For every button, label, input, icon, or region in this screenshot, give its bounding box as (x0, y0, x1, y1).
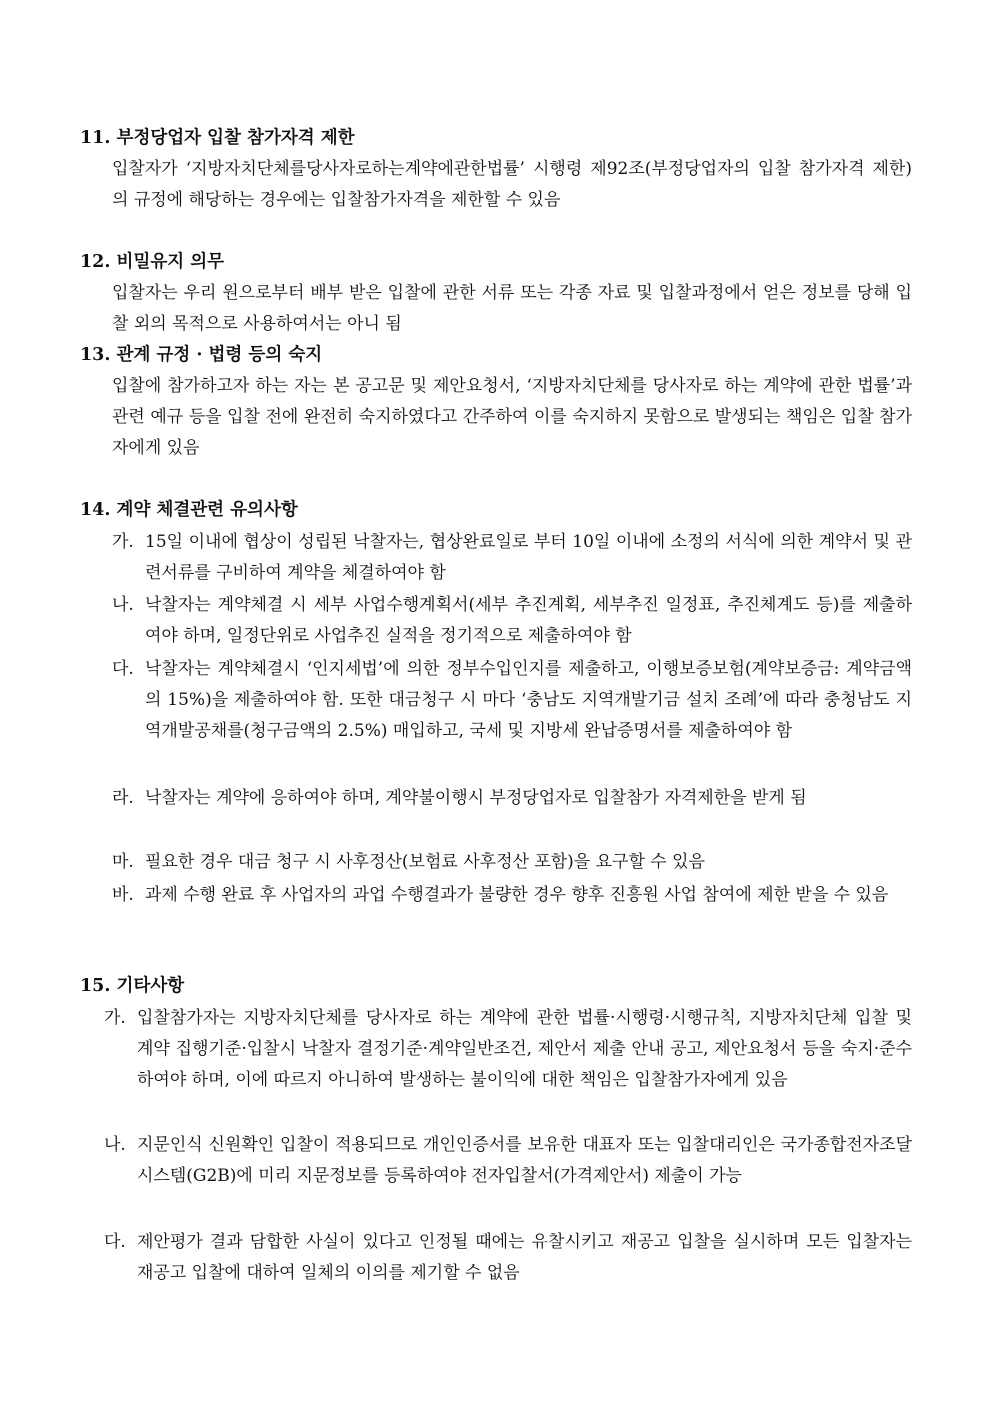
section-15-item-ga (104, 1003, 912, 1096)
section-15-title: 15. 기타사항 (80, 976, 185, 996)
item-marker: 다. (112, 659, 134, 679)
item-text: 15일 이내에 협상이 성립된 낙찰자는, 협상완료일로 부터 10일 이내에 소정의 서식에 의한 계약서 및 관련서류를 구비하여 계약을 체결하여야 함 (145, 532, 912, 583)
section-14-item-ma (112, 847, 912, 878)
item-text: 지문인식 신원확인 입찰이 적용되므로 개인인증서를 보유한 대표자 또는 입찰대리인은 국가종합전자조달시스템(G2B)에 미리 지문정보를 등록하여야 전자입찰서(가격제안서) 제출이 가능 (137, 1135, 912, 1186)
item-text: 낙찰자는 계약에 응하여야 하며, 계약불이행시 부정당업자로 입찰참가 자격제한을 받게 됨 (145, 788, 807, 808)
section-14-item-ra (112, 783, 912, 814)
item-marker: 나. (104, 1135, 126, 1155)
section-13-title: 13. 관계 규정 · 법령 등의 숙지 (80, 345, 323, 365)
item-marker: 가. (104, 1008, 126, 1028)
item-marker: 바. (112, 885, 134, 905)
item-marker: 라. (112, 788, 134, 808)
item-text: 제안평가 결과 담합한 사실이 있다고 인정될 때에는 유찰시키고 재공고 입찰을 실시하며 모든 입찰자는 재공고 입찰에 대하여 일체의 이의를 제기할 수 없음 (137, 1232, 912, 1283)
section-12-body: 입찰자는 우리 원으로부터 배부 받은 입찰에 관한 서류 또는 각종 자료 및 입찰과정에서 얻은 정보를 당해 입찰 외의 목적으로 사용하여서는 아니 됨 (112, 283, 912, 334)
section-13-body: 입찰에 참가하고자 하는 자는 본 공고문 및 제안요청서, ‘지방자치단체를 당사자로 하는 계약에 관한 법률’과 관련 예규 등을 입찰 전에 완전히 숙지하였다고 간주하여 이를 숙지하지 못함으로 발생되는 책임은 입찰 참가자에게 있음 (112, 376, 912, 458)
section-12-title: 12. 비밀유지 의무 (80, 252, 225, 272)
item-text: 낙찰자는 계약체결시 ‘인지세법’에 의한 정부수입인지를 제출하고, 이행보증보험(계약보증금: 계약금액의 15%)을 제출하여야 함. 또한 대금청구 시 마다 ‘충남도 지역개발기금 설치 조례’에 따라 충청남도 지역개발공채를(청구금액의 2.5%) 매입하고, 국세 및 지방세 완납증명서를 제출하여야 함 (145, 659, 912, 741)
section-14-item-ba (112, 880, 912, 911)
item-marker: 나. (112, 595, 134, 615)
item-text: 낙찰자는 계약체결 시 세부 사업수행계획서(세부 추진계획, 세부추진 일정표, 추진체계도 등)를 제출하여야 하며, 일정단위로 사업추진 실적을 정기적으로 제출하여야 함 (145, 595, 912, 646)
section-14-item-da (112, 654, 912, 747)
section-14-title: 14. 계약 체결관련 유의사항 (80, 500, 298, 520)
item-marker: 마. (112, 852, 134, 872)
item-marker: 다. (104, 1232, 126, 1252)
section-11-title: 11. 부정당업자 입찰 참가자격 제한 (80, 128, 355, 148)
item-marker: 가. (112, 532, 134, 552)
section-14-item-ga (112, 527, 912, 589)
section-11-body: 입찰자가 ‘지방자치단체를당사자로하는계약에관한법률’ 시행령 제92조(부정당업자의 입찰 참가자격 제한)의 규정에 해당하는 경우에는 입찰참가자격을 제한할 수 있음 (112, 159, 912, 210)
section-15-item-na (104, 1130, 912, 1192)
section-15-item-da (104, 1227, 912, 1289)
section-14-item-na (112, 590, 912, 652)
item-text: 필요한 경우 대금 청구 시 사후정산(보험료 사후정산 포함)을 요구할 수 있음 (145, 852, 705, 872)
item-text: 입찰참가자는 지방자치단체를 당사자로 하는 계약에 관한 법률·시행령·시행규칙, 지방자치단체 입찰 및 계약 집행기준·입찰시 낙찰자 결정기준·계약일반조건, 제안서 제출 안내 공고, 제안요청서 등을 숙지·준수하여야 하며, 이에 따르지 아니하여 발생하는 불이익에 대한 책임은 입찰참가자에게 있음 (137, 1008, 912, 1090)
item-text: 과제 수행 완료 후 사업자의 과업 수행결과가 불량한 경우 향후 진흥원 사업 참여에 제한 받을 수 있음 (145, 885, 889, 905)
